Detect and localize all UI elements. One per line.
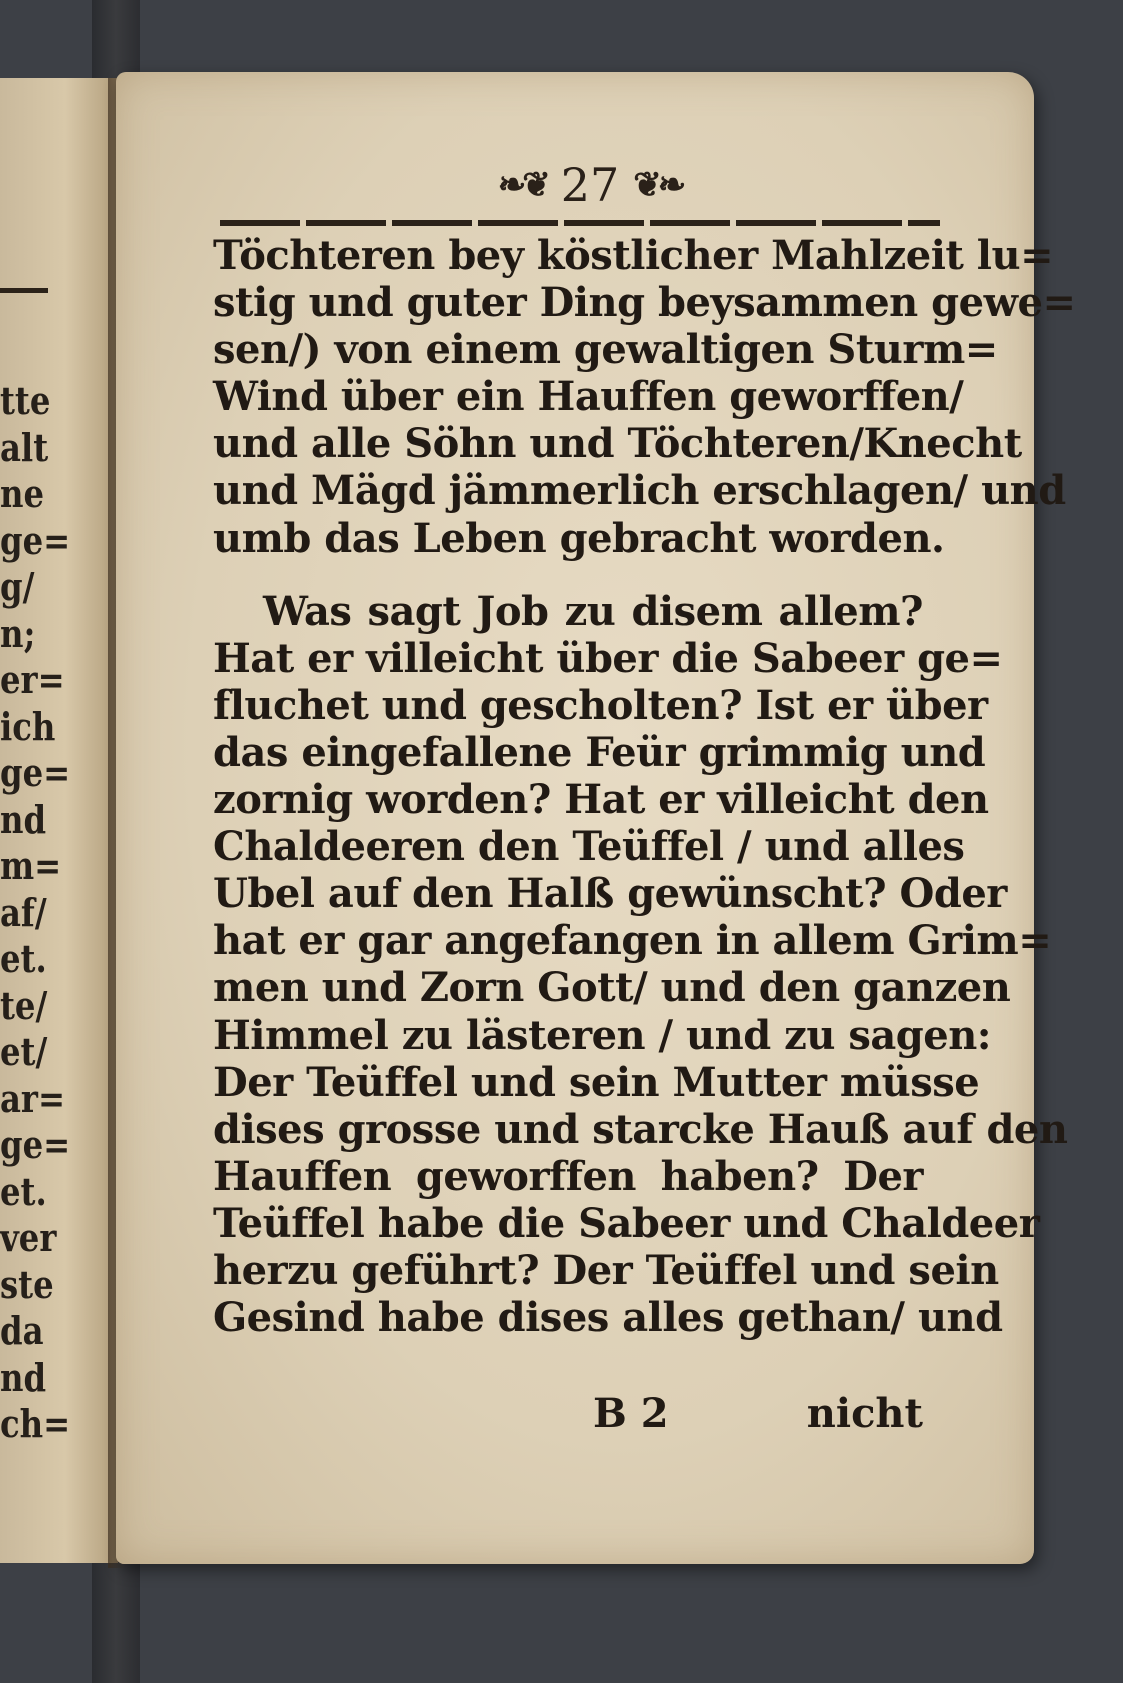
header-rule [220,220,940,226]
text-line: sen/) von einem gewaltigen Sturm= [213,326,998,374]
left-fragment-line: et/ [0,1029,48,1074]
text-line: Hauffen geworffen haben? Der [213,1152,923,1200]
catchword: nicht [806,1390,923,1437]
text-line: und alle Söhn und Töchteren/Knecht [213,420,1022,468]
text-line: hat er gar angefangen in allem Grim= [213,917,1052,965]
left-fragment-line: ge= [0,517,71,563]
text-line: Gesind habe dises alles gethan/ und [213,1294,1003,1342]
left-fragment-line: ste [0,1261,54,1307]
left-page-header-rule [0,288,48,293]
text-line: Himmel zu lästeren / und zu sagen: [213,1011,992,1059]
left-fragment-line: er= [0,657,65,702]
left-fragment-line: ar= [0,1075,66,1121]
text-line: Der Teüffel und sein Mutter müsse [213,1058,980,1106]
text-line: dises grosse und starcke Hauß auf den [213,1105,1068,1153]
left-fragment-line: ver [0,1215,57,1260]
signature-mark: B 2 [593,1390,669,1437]
left-page-edge [0,78,118,1563]
right-ornament-icon: ❦❧ [633,165,683,205]
left-fragment-line: af/ [0,889,47,935]
left-fragment-line: ch= [0,1401,71,1446]
left-fragment-line: g/ [0,564,35,609]
left-fragment-line: nd [0,1354,47,1400]
text-line: herzu geführt? Der Teüffel und sein [213,1246,999,1294]
page-footer [213,1390,923,1440]
left-fragment-line: alt [0,424,49,470]
text-line: das eingefallene Feür grimmig und [213,728,986,776]
left-ornament-icon: ❧❦ [497,165,547,205]
left-fragment-line: ich [0,703,56,749]
left-fragment-line: ne [0,471,45,516]
left-fragment-line: nd [0,796,47,842]
text-line: fluchet und gescholten? Ist er über [213,681,988,729]
text-line: Wind über ein Hauffen geworffen/ [213,373,964,421]
text-line: umb das Leben gebracht worden. [213,514,945,562]
text-line: Teüffel habe die Sabeer und Chaldeer [213,1199,1040,1247]
left-fragment-line: et. [0,1168,47,1214]
text-line: men und Zorn Gott/ und den ganzen [213,964,1011,1012]
left-fragment-line: da [0,1308,44,1353]
body-text [213,232,1076,1342]
page-header [460,155,720,215]
left-fragment-line: et. [0,936,47,981]
text-line: Hat er villeicht über die Sabeer ge= [213,634,1003,682]
page-number: 27 [560,158,620,212]
left-fragment-line: m= [0,843,62,888]
text-line: stig und guter Ding beysammen gewe= [213,279,1076,327]
text-line: Töchteren bey köstlicher Mahlzeit lu= [213,232,1054,279]
text-line: Ubel auf den Halß gewünscht? Oder [213,870,1007,918]
left-page-fragments [0,378,110,1448]
left-fragment-line: te/ [0,982,48,1028]
left-fragment-line: tte [0,378,51,423]
left-fragment-line: n; [0,610,36,656]
text-line: und Mägd jämmerlich erschlagen/ und [213,467,1066,515]
text-line: Chaldeeren den Teüffel / und alles [213,823,965,871]
left-fragment-line: ge= [0,750,71,795]
left-fragment-line: ge= [0,1122,71,1167]
text-line: zornig worden? Hat er villeicht den [213,776,989,824]
text-line: Was sagt Job zu disem allem? [263,587,923,635]
